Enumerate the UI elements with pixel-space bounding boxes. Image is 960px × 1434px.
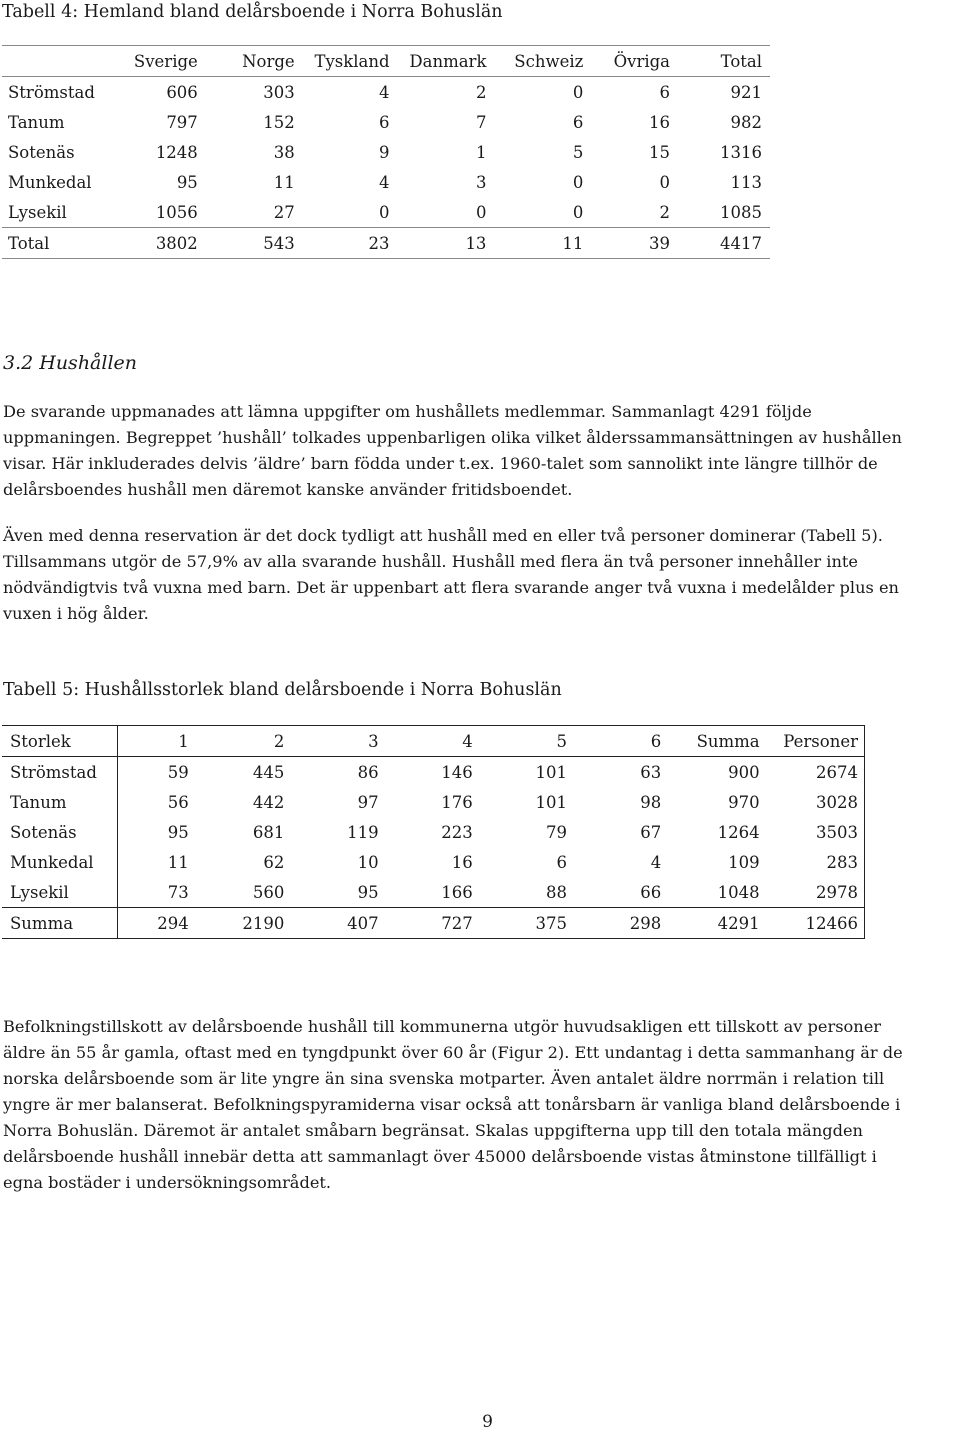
table5-cell: 1048 <box>717 882 760 902</box>
table4-row-label: Strömstad <box>8 82 95 102</box>
table4-cell: 0 <box>572 202 584 222</box>
table5-cell: 101 <box>535 762 567 782</box>
table5-cell: Personer <box>766 726 865 757</box>
table4-cell: 921 <box>730 82 762 102</box>
table4-cell: 11 <box>486 228 583 259</box>
table5-row-label: Sotenäs <box>2 817 117 847</box>
table4-row-label <box>2 46 122 77</box>
table5-cell: 2 <box>195 726 291 757</box>
table4-cell: 0 <box>379 202 390 222</box>
paragraph-line: egna bostäder i undersökningsområdet. <box>3 1173 332 1192</box>
table5-cell: 298 <box>573 908 667 939</box>
table4-cell: 11 <box>273 172 295 192</box>
table5-cell: 98 <box>640 792 662 812</box>
table5-cell: 4291 <box>667 908 765 939</box>
table5-cell: 2190 <box>195 908 291 939</box>
table4-cell: 2 <box>475 82 487 102</box>
table5-cell: 223 <box>441 822 473 842</box>
table4-row <box>2 107 770 137</box>
table4-row <box>2 197 770 228</box>
paragraph-line: yngre är mer balanserat. Befolkningspyramiderna visar också att tonårsbarn är vanliga bland delårsboende i <box>3 1095 901 1114</box>
table5-cell: 445 <box>252 762 285 782</box>
table5-cell: 3503 <box>766 817 865 847</box>
paragraph-line: nödvändigtvis två vuxna med barn. Det är uppenbart att flera svarande anger två vuxna i medelålder plus en <box>3 578 899 597</box>
table5-cell: 6 <box>556 852 567 872</box>
table5-cell: 95 <box>167 822 189 842</box>
table5-caption: Tabell 5: Hushållsstorlek bland delårsboende i Norra Bohuslän <box>3 680 562 700</box>
table4-cell: 23 <box>295 228 390 259</box>
table5-cell: 66 <box>640 882 662 902</box>
table5-cell: 59 <box>167 762 189 782</box>
table5-row <box>2 757 865 788</box>
paragraph-line: Tillsammans utgör de 57,9% av alla svarande hushåll. Hushåll med flera än två personer innehåller inte <box>3 552 858 571</box>
paragraph-line: delårsboendes hushåll men däremot kanske använder fritidsboendet. <box>3 480 573 499</box>
table5-cell: 900 <box>728 762 760 782</box>
table5-cell: 1264 <box>717 822 760 842</box>
table5-row-label: Munkedal <box>2 847 117 877</box>
table4-cell: 16 <box>649 112 671 132</box>
table4-cell: 4 <box>379 82 390 102</box>
table4-cell: 1316 <box>720 142 762 162</box>
table5-cell: 95 <box>357 882 379 902</box>
table5-cell: 560 <box>252 882 285 902</box>
table5-cell: 79 <box>546 822 567 842</box>
table5-cell: 10 <box>357 852 379 872</box>
table4-cell: 6 <box>572 112 584 132</box>
table4-cell: 1248 <box>155 142 198 162</box>
paragraph-line: visar. Här inkluderades delvis ’äldre’ barn födda under t.ex. 1960-talet som sannolikt inte längre tillhör de <box>3 454 878 473</box>
table5-cell: 86 <box>357 762 379 782</box>
table4-cell: 303 <box>263 82 295 102</box>
table5-row <box>2 817 865 847</box>
table5-cell: 63 <box>640 762 662 782</box>
paragraph-2 <box>3 523 899 627</box>
table4-cell: 3 <box>475 172 487 192</box>
table4-cell: 982 <box>730 112 762 132</box>
table4-cell: 606 <box>166 82 198 102</box>
table5-cell: 73 <box>167 882 189 902</box>
table5-cell: 2978 <box>766 877 865 908</box>
table4-cell: 0 <box>659 172 671 192</box>
table4-cell: 1 <box>475 142 487 162</box>
paragraph-line: norska delårsboende som är lite yngre än sina svenska motparter. Även antalet äldre norrmän i relation till <box>3 1069 885 1088</box>
table5-cell: 3 <box>290 726 384 757</box>
table4-row-label: Sotenäs <box>8 142 75 162</box>
table4-cell: 0 <box>572 172 584 192</box>
table5-cell: 101 <box>535 792 567 812</box>
table5-row <box>2 877 865 908</box>
table4-cell: 1085 <box>720 202 762 222</box>
table5-cell: 16 <box>451 852 473 872</box>
paragraph-line: delårsboende hushåll innebär detta att sammanlagt över 45000 delårsboende vistas åtminstone tillfälligt i <box>3 1147 877 1166</box>
table5-cell: 283 <box>766 847 865 877</box>
table4-row-label: Lysekil <box>8 202 67 222</box>
table5-cell: 12466 <box>766 908 865 939</box>
paragraph-line: uppmaningen. Begreppet ’hushåll’ tolkades uppenbarligen olika vilket ålderssammansättningen av hushållen <box>3 428 902 447</box>
table4-cell: 13 <box>390 228 487 259</box>
table4-cell: 15 <box>649 142 671 162</box>
table4-cell: 95 <box>176 172 198 192</box>
table5-cell: 442 <box>252 792 285 812</box>
table4-cell: 38 <box>273 142 295 162</box>
paragraph-line: Norra Bohuslän. Däremot är antalet småbarn begränsat. Skalas uppgifterna upp till den totala mängden <box>3 1121 863 1140</box>
table4-cell: 6 <box>379 112 390 132</box>
table5-cell: 97 <box>357 792 379 812</box>
paragraph-3 <box>3 1014 903 1196</box>
paragraph-line: De svarande uppmanades att lämna uppgifter om hushållets medlemmar. Sammanlagt 4291 följde <box>3 402 812 421</box>
table5-cell: 88 <box>546 882 567 902</box>
table5-cell: 67 <box>640 822 662 842</box>
table4-cell: Sverige <box>122 46 197 77</box>
table5-cell: 5 <box>479 726 573 757</box>
table5-row-label: Storlek <box>2 726 117 757</box>
table5-cell: 146 <box>441 762 473 782</box>
table5-cell: 681 <box>252 822 285 842</box>
table5-row-label: Lysekil <box>2 877 117 908</box>
paragraph-line: Befolkningstillskott av delårsboende hushåll till kommunerna utgör huvudsakligen ett tillskott av personer <box>3 1017 882 1036</box>
table5-cell: 176 <box>441 792 473 812</box>
table5-cell: 11 <box>167 852 189 872</box>
table4-row <box>2 137 770 167</box>
section-heading: 3.2 Hushållen <box>3 352 138 374</box>
table4-cell: 4 <box>379 172 390 192</box>
table5-row <box>2 787 865 817</box>
table5-row <box>2 908 865 939</box>
table4-cell: Danmark <box>390 46 487 77</box>
table5-header-row <box>2 726 865 757</box>
table5-cell: 2674 <box>766 757 865 788</box>
table4-cell: 2 <box>659 202 671 222</box>
table4-row <box>2 228 770 259</box>
table4-cell: 6 <box>659 82 671 102</box>
table5-cell: 109 <box>728 852 760 872</box>
table4-cell: 39 <box>583 228 670 259</box>
table4-caption: Tabell 4: Hemland bland delårsboende i Norra Bohuslän <box>2 2 503 22</box>
table4-cell: 152 <box>263 112 295 132</box>
table5-cell: 4 <box>650 852 662 872</box>
table5-cell: 1 <box>117 726 194 757</box>
table4-row <box>2 167 770 197</box>
table5-cell: 119 <box>347 822 379 842</box>
paragraph-1 <box>3 399 902 503</box>
table5-row <box>2 847 865 877</box>
table5-cell: 4 <box>385 726 479 757</box>
paragraph-line: vuxen i hög ålder. <box>3 604 149 623</box>
table5 <box>2 725 865 939</box>
table5-cell: 56 <box>167 792 189 812</box>
table5-cell: 727 <box>385 908 479 939</box>
table4-cell: Övriga <box>583 46 670 77</box>
table4-cell: 9 <box>379 142 390 162</box>
table5-cell: Summa <box>667 726 765 757</box>
table4-cell: 797 <box>166 112 198 132</box>
table4-cell: Schweiz <box>486 46 583 77</box>
table4-cell: 4417 <box>670 228 770 259</box>
table4-cell: 0 <box>475 202 487 222</box>
table4-cell: 7 <box>475 112 487 132</box>
table5-cell: 62 <box>263 852 285 872</box>
table4-cell: 0 <box>572 82 584 102</box>
table4-cell: Norge <box>198 46 295 77</box>
paragraph-line: Även med denna reservation är det dock tydligt att hushåll med en eller två personer dominerar (Tabell 5). <box>3 526 883 545</box>
table5-cell: 6 <box>573 726 667 757</box>
table4-cell: 113 <box>730 172 762 192</box>
table4-row-label: Total <box>2 228 122 259</box>
table4-row <box>2 77 770 108</box>
paragraph-line: äldre än 55 år gamla, oftast med en tyngdpunkt över 60 år (Figur 2). Ett undantag i detta sammanhang är de <box>3 1043 903 1062</box>
table5-cell: 970 <box>728 792 760 812</box>
table4-row-label: Munkedal <box>8 172 92 192</box>
table4-cell: 27 <box>273 202 295 222</box>
page-number: 9 <box>482 1412 493 1432</box>
table4-cell: 1056 <box>155 202 198 222</box>
table5-cell: 166 <box>441 882 473 902</box>
table4-cell: Total <box>670 46 770 77</box>
table4-cell: Tyskland <box>295 46 390 77</box>
table5-cell: 407 <box>290 908 384 939</box>
table4-cell: 543 <box>198 228 295 259</box>
table5-row-label: Strömstad <box>2 757 117 788</box>
table4 <box>2 45 770 259</box>
table4-cell: 3802 <box>122 228 197 259</box>
table5-row-label: Tanum <box>2 787 117 817</box>
table4-row-label: Tanum <box>8 112 65 132</box>
table5-row-label: Summa <box>2 908 117 939</box>
table5-cell: 375 <box>479 908 573 939</box>
table4-cell: 5 <box>572 142 584 162</box>
table4-header-row <box>2 46 770 77</box>
table5-cell: 294 <box>117 908 194 939</box>
table5-cell: 3028 <box>766 787 865 817</box>
